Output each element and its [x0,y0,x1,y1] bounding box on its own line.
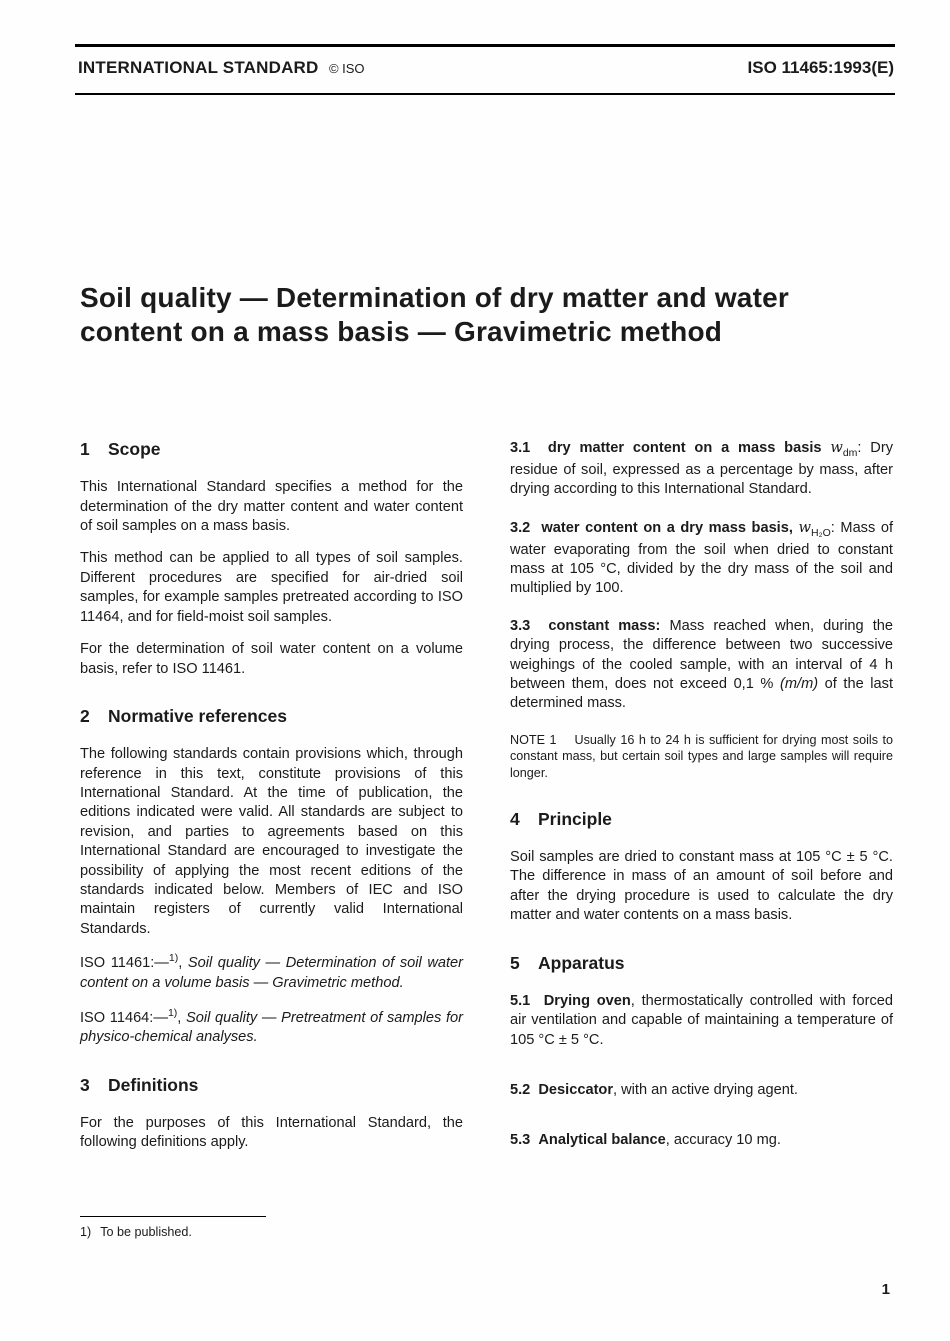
symbol-subscript-dm: dm [842,446,858,459]
apparatus-term: 5.1 Drying oven [510,992,631,1009]
section-label: Apparatus [538,952,625,973]
symbol-w: w [798,518,811,536]
standard-type-label: INTERNATIONAL STANDARD [78,58,319,77]
footnote-marker: 1) [80,1225,92,1239]
top-rule [75,44,895,47]
standard-number: ISO 11465:1993(E) [747,58,894,77]
principle-paragraph: Soil samples are dried to constant mass at 105 °C ± 5 °C. The difference in mass of an amount of soil before and after the drying procedure is used to calculate the dry matter and water contents on a mass basis. [510,848,893,924]
section-number: 2 [80,705,90,726]
definition-text: of the last determined mass. [510,676,894,712]
section-number: 5 [510,952,520,973]
ref-code: ISO 11464:— [80,1009,168,1026]
apparatus-text: , thermostatically controlled with forced air ventilation and capable of maintaining a temperature of 105 °C ± 5 °C. [510,992,893,1048]
definition-3-2 [510,518,893,599]
header-rule [75,93,895,95]
copyright-iso-label: © ISO [328,61,365,76]
definition-3-3 [510,617,893,714]
footnote-rule [80,1216,266,1217]
section-1-heading [80,438,463,461]
definitions-intro-paragraph: For the purposes of this International Standard, the following definitions apply. [80,1114,463,1151]
header-left [78,58,365,78]
ref-title: Soil quality — Pretreatment of samples for physico-chemical analyses. [80,1009,464,1046]
scope-paragraph-2: This method can be applied to all types of soil samples. Different procedures are specified for air-dried soil samples, for example samples pretreated according to ISO 11464, and for field-moist soil samples. [80,550,463,625]
apparatus-text: , with an active drying agent. [613,1082,798,1099]
definition-3-1 [510,438,893,500]
scope-paragraph-1: This International Standard specifies a method for the determination of the dry matter content and water content of soil samples on a mass basis. [80,479,463,535]
section-number: 3 [80,1074,90,1095]
page-number: 1 [881,1281,890,1298]
apparatus-term: 5.2 Desiccator [510,1082,614,1099]
title-line-1: Soil quality — Determination of dry matter and water [80,282,789,313]
ref-separator: , [177,1009,187,1026]
mm-italic: (m/m) [780,676,819,693]
definition-text: : Dry residue of soil, expressed as a percentage by mass, after drying according to this International Standard. [510,440,893,498]
apparatus-5-3 [510,1131,893,1150]
section-label: Principle [538,808,612,829]
apparatus-text: , accuracy 10 mg. [665,1132,781,1149]
section-5-heading [510,952,893,975]
symbol-subscript-h2o: H₂O [810,526,831,539]
footnote-marker-sup: 1) [168,952,179,965]
definition-term: 3.1 dry matter content on a mass basis [510,440,831,456]
definition-term: 3.3 constant mass: [510,617,670,634]
definition-term: 3.2 water content on a dry mass basis, [510,519,799,536]
section-4-heading [510,808,893,831]
apparatus-5-2 [510,1081,893,1100]
left-column [80,438,463,1166]
document-title [80,281,880,349]
normative-reference-2 [80,1007,463,1048]
section-2-heading [80,705,463,728]
definition-text: Mass reached when, during the drying process, the difference between two successive weighings of the cooled sample, with an interval of 4 h between them, does not exceed 0,1 % [510,617,893,693]
definition-text: : Mass of water evaporating from the soil when dried to constant mass at 105 °C, divided by the dry mass of the soil and multiplied by 100. [510,519,894,597]
page-header [78,58,894,78]
apparatus-term: 5.3 Analytical balance [510,1132,666,1149]
right-column [510,438,893,1166]
section-number: 4 [510,808,520,829]
scope-paragraph-3: For the determination of soil water content on a volume basis, refer to ISO 11461. [80,641,463,677]
ref-separator: , [178,955,188,972]
footnote-body: To be published. [100,1225,192,1239]
apparatus-5-1 [510,992,893,1050]
ref-title: Soil quality — Determination of soil water content on a volume basis — Gravimetric method. [80,955,464,991]
title-line-2: content on a mass basis — Gravimetric method [80,316,723,348]
footnote-text [80,1225,463,1239]
footnote-area [80,1216,463,1239]
ref-code: ISO 11461:— [80,955,169,972]
normative-references-paragraph: The following standards contain provisions which, through reference in this text, constitute provisions of this International Standard. At the time of publication, the editions indicated were valid. All standards are subject to revision, and parties to agreements based on this International Standard are encouraged to investigate the possibility of applying the most recent editions of the standards indicated below. Members of IEC and ISO maintain registers of currently valid International Standards. [80,746,463,937]
two-column-body [80,438,893,1166]
section-label: Normative references [108,705,287,726]
normative-reference-1 [80,952,463,993]
section-number: 1 [80,439,90,459]
note-1: NOTE 1 Usually 16 h to 24 h is sufficient for drying most soils to constant mass, but certain soil types and large samples will require longer. [510,732,893,781]
footnote-marker-sup: 1) [167,1006,178,1019]
section-label: Scope [108,439,161,459]
section-label: Definitions [108,1074,199,1095]
section-3-heading [80,1074,463,1097]
symbol-w: w [830,439,843,456]
